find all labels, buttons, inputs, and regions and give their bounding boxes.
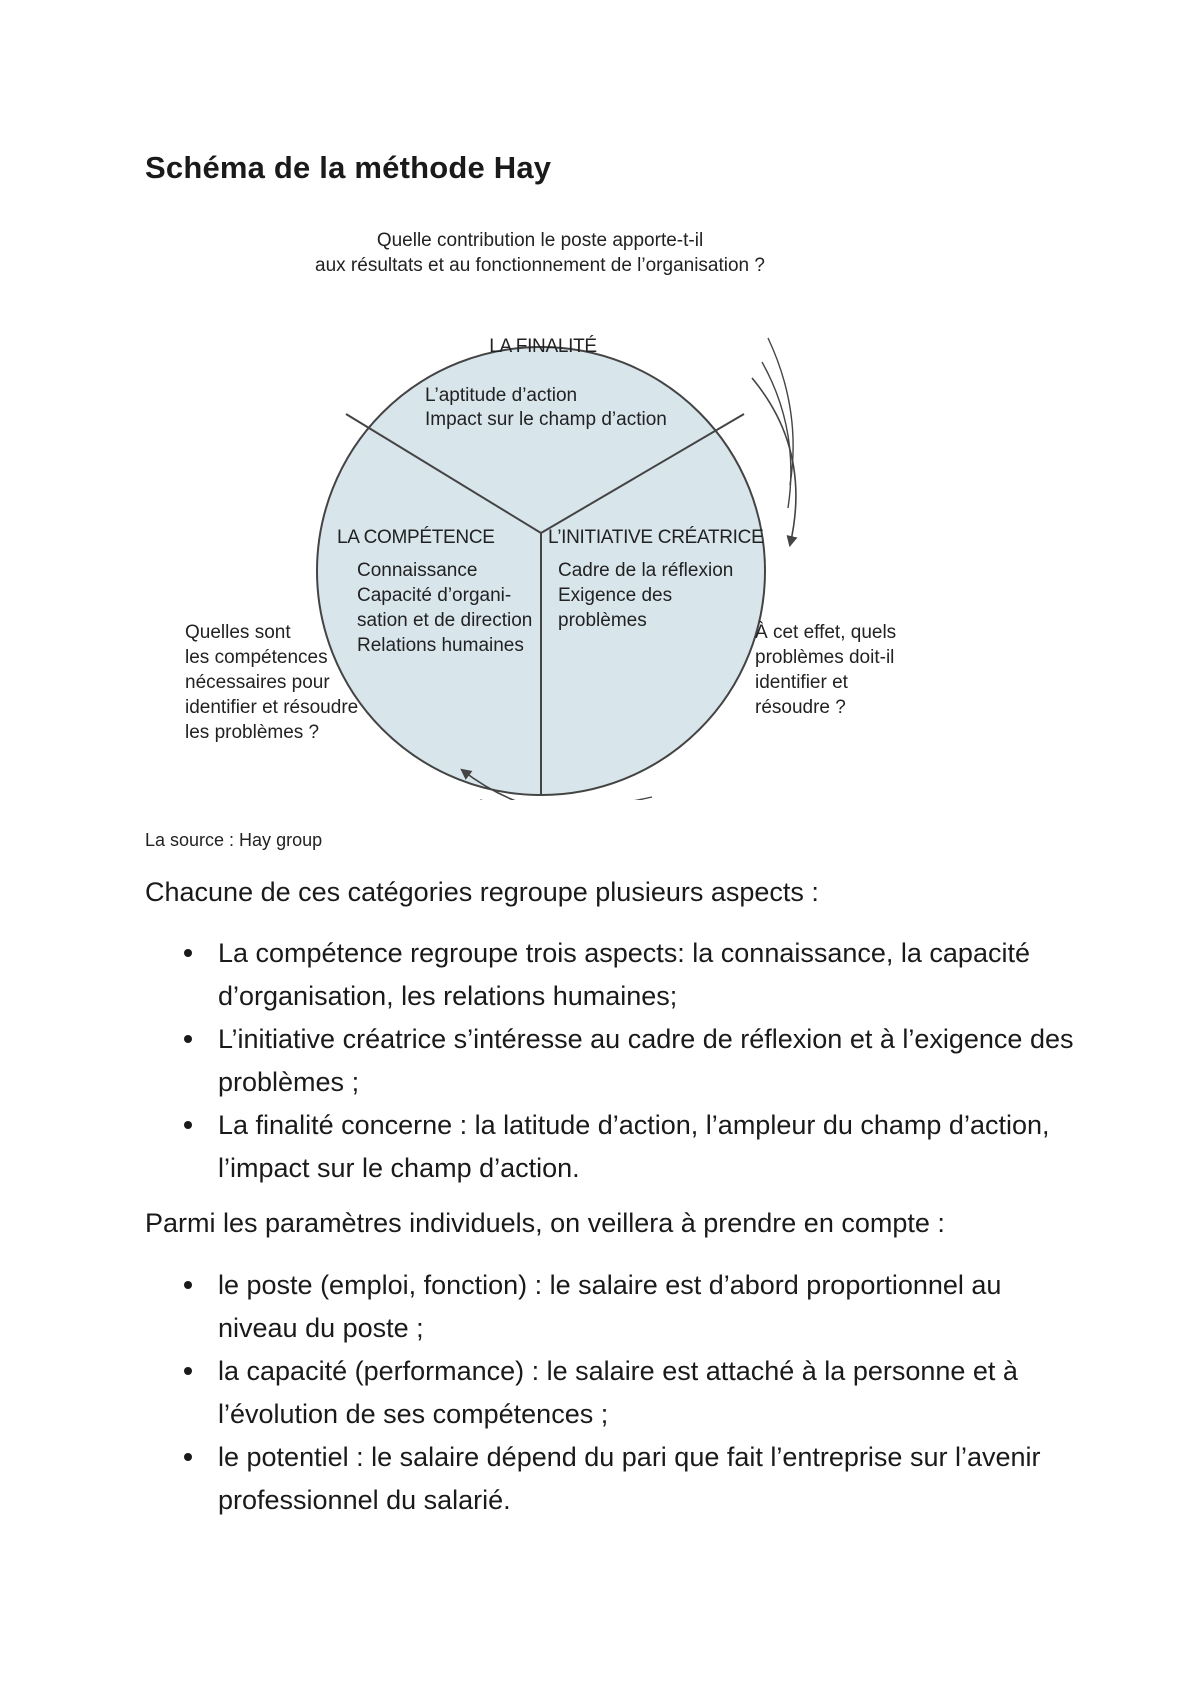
list-item-text: L’initiative créatrice s’intéresse au cadre de réflexion et à l’exigence des problèmes ; [218,1024,1074,1097]
right-question-line-2: problèmes doit-il [755,647,895,668]
right-arc-line-1 [768,338,793,485]
initiative-heading: L’INITIATIVE CRÉATRICE [548,527,764,548]
list-item-text: le potentiel : le salaire dépend du pari que fait l’entreprise sur l’avenir professionnel du salarié. [218,1442,1041,1515]
list-item-text: La compétence regroupe trois aspects: la connaissance, la capacité d’organisation, les relations humaines; [218,938,1030,1011]
bullet-icon [184,1453,192,1461]
list-item-text: le poste (emploi, fonction) : le salaire est d’abord proportionnel au niveau du poste ; [218,1270,1002,1343]
list-item [0,1018,1200,1104]
list-item [0,932,1200,1018]
initiative-line-1: Cadre de la réflexion [558,560,734,581]
list-item [0,1264,1200,1350]
competence-line-4: Relations humaines [357,635,524,656]
initiative-line-2: Exigence des [558,585,673,606]
competence-heading: LA COMPÉTENCE [337,527,495,548]
left-question-line-4: identifier et résoudre [185,697,359,718]
initiative-line-3: problèmes [558,610,647,631]
list-item-text: la capacité (performance) : le salaire est attaché à la personne et à l’évolution de ses compétences ; [218,1356,1018,1429]
list-item [0,1350,1200,1436]
list-item-text: La finalité concerne : la latitude d’action, l’ampleur du champ d’action, l’impact sur le champ d’action. [218,1110,1050,1183]
bullet-list-2 [0,1264,1200,1522]
finalite-line-1: L’aptitude d’action [425,385,578,406]
left-question-line-3: nécessaires pour [185,672,330,693]
top-question-line-1: Quelle contribution le poste apporte-t-il [376,230,704,251]
competence-line-1: Connaissance [357,560,478,581]
right-arc-line-2 [762,362,791,508]
finalite-line-2: Impact sur le champ d’action [425,409,667,430]
right-question-line-4: résoudre ? [755,697,846,718]
finalite-heading: LA FINALITÉ [489,336,597,357]
intro-paragraph-2: Parmi les paramètres individuels, on veillera à prendre en compte : [145,1208,945,1238]
hay-method-diagram [0,200,1200,800]
right-question-line-3: identifier et [755,672,848,693]
bullet-icon [184,1367,192,1375]
competence-line-2: Capacité d’organi- [357,585,512,606]
list-item [0,1436,1200,1522]
top-question-line-2: aux résultats et au fonctionnement de l’organisation ? [315,255,765,276]
bullet-list-1 [0,932,1200,1190]
bullet-icon [184,1121,192,1129]
bullet-icon [184,1035,192,1043]
competence-line-3: sation et de direction [357,610,533,631]
page-title: Schéma de la méthode Hay [145,150,552,185]
bullet-icon [184,949,192,957]
left-question-line-2: les compétences [185,647,328,668]
intro-paragraph-1: Chacune de ces catégories regroupe plusieurs aspects : [145,877,819,907]
bullet-icon [184,1281,192,1289]
right-question-line-1: À cet effet, quels [755,622,897,643]
left-question-line-1: Quelles sont [185,622,291,643]
left-question-line-5: les problèmes ? [185,722,320,743]
source-caption: La source : Hay group [145,830,323,850]
list-item [0,1104,1200,1190]
